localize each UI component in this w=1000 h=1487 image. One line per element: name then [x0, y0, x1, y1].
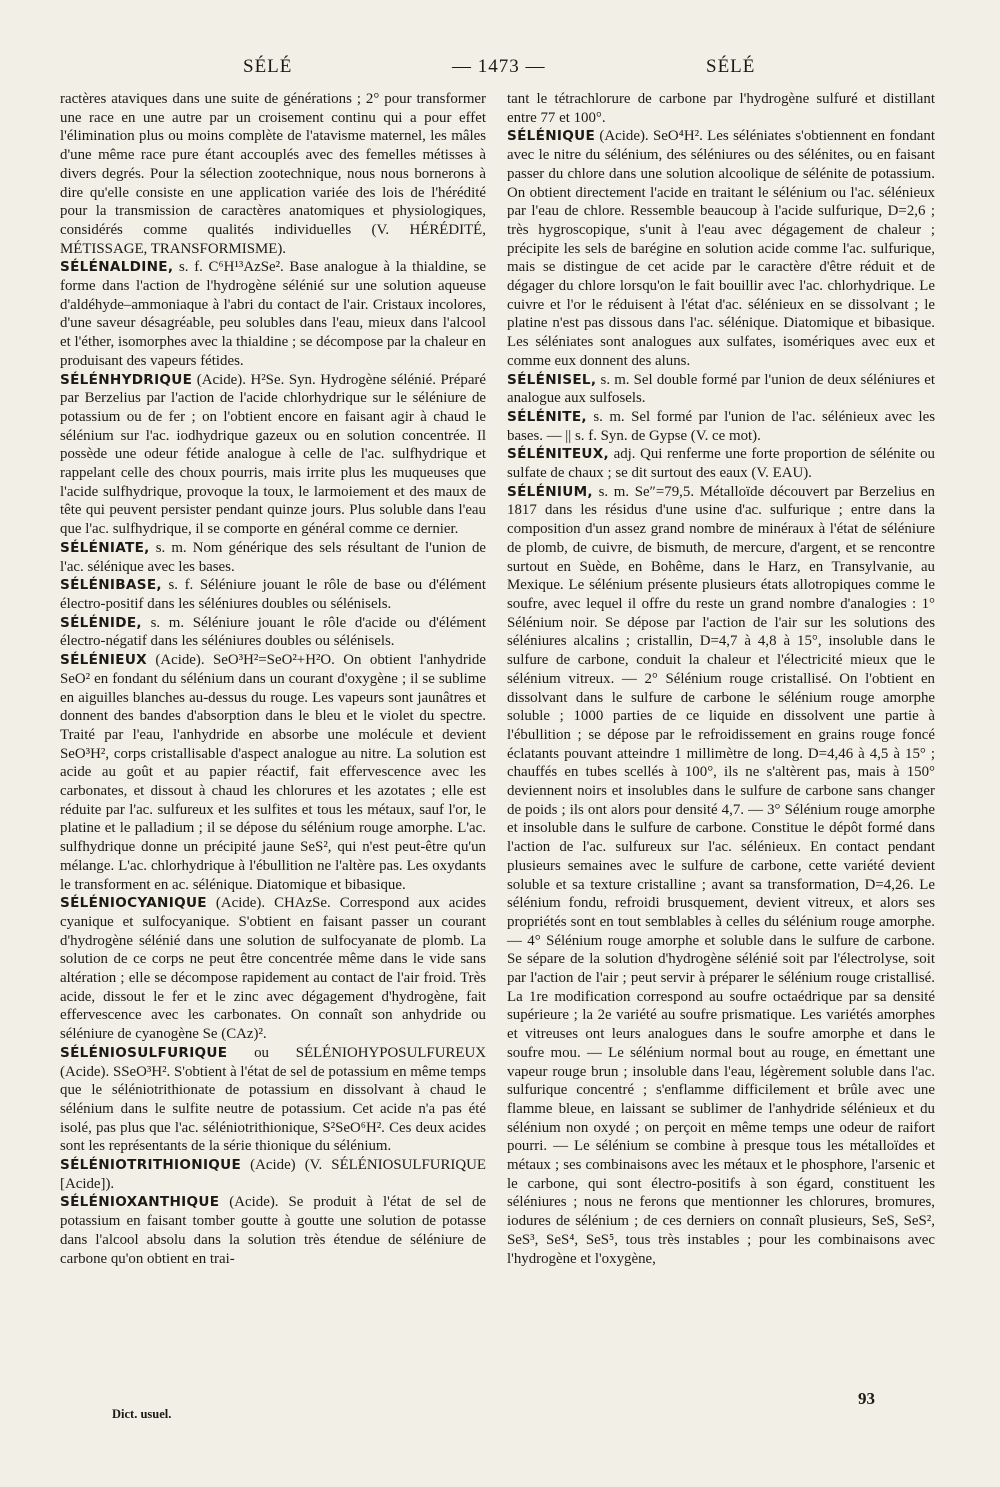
entry-selenibase: SÉLÉNIBASE, s. f. Séléniure jouant le rôle de base ou d'élément électro-positif dans les séléniures doubles ou sélénisels. — [60, 577, 486, 612]
entry-selenhydrique: SÉLÉNHYDRIQUE (Acide). H²Se. Syn. Hydrogène sélénié. Préparé par Berzelius par l'action de l'acide chlorhydrique sur le séléniure de potassium ou de fer ; on l'obtient encore en faisant agir à chaud le sélénium sur l'ac. iodhydrique gazeux ou en solution concentrée. Il possède une odeur fétide analogue à celle de l'ac. sulfhydrique et rappelant celle des choux pourris, mais irrite plus les muqueuses que l'acide sulfhydrique, provoque la toux, le larmoiement et des maux de tête qui peuvent persister pendant quinze jours. Plus soluble dans l'eau que l'ac. sulfhydrique, il se comporte en général comme ce dernier. — [60, 371, 486, 538]
headword: SÉLÉNIOSULFURIQUE — [60, 1044, 228, 1061]
entry-seleniocyanique: SÉLÉNIOCYANIQUE (Acide). CHAzSe. Correspond aux acides cyanique et sulfocyanique. S'obtient en faisant passer un courant d'hydrogène sélénié dans une solution de sulfocyanate de plomb. La solution de ce corps ne peut être concentrée même dans le vide sans altération ; elle se décompose rapidement au contact de l'air froid. Très acide, dissout le fer et le zinc avec dégagement d'hydrogène, fait effervescence avec les carbonates. On connaît son anhydride ou séléniure de cyanogène Se (CAz)². — [60, 895, 486, 1043]
headword: SÉLÉNIATE, — [60, 539, 150, 556]
headword: SÉLÉNIOCYANIQUE — [60, 895, 207, 912]
headword: SÉLÉNHYDRIQUE — [60, 371, 193, 388]
headword: SÉLÉNIDE, — [60, 614, 142, 631]
entry-continuation: tant le tétrachlorure de carbone par l'hydrogène sulfuré et distillant entre 77 et 100°. — [507, 91, 935, 126]
header-right-word: SÉLÉ — [706, 56, 756, 77]
headword: SÉLÉNITEUX, — [507, 446, 610, 463]
headword: SÉLÉNIUM, — [507, 483, 593, 500]
header-left-word: SÉLÉ — [243, 56, 293, 77]
entry-seleniosulfurique: SÉLÉNIOSULFURIQUE ou SÉLÉNIOHYPOSULFUREUX (Acide). SSeO³H². S'obtient à l'état de sel de potassium en même temps que le séléniotrithionate de potassium en dissolvant à chaud le sélénium dans le sulfite neutre de potassium. Cet acide n'a pas été isolé, pas plus que l'ac. séléniotrithionique, S²SeO⁶H². Ces deux acides sont les représentants de la série thionique du sélénium. — [60, 1044, 486, 1155]
entry-selenique: SÉLÉNIQUE (Acide). SeO⁴H². Les séléniates s'obtiennent en fondant avec le nitre du sélénium, des séléniures ou des sélénites, ou en faisant passer du chlore dans une solution alcoolique de sélénite de potassium. On obtient directement l'acide en traitant le sélénium ou l'ac. sélénieux par l'eau de chlore. Ressemble beaucoup à l'acide sulfurique, D=2,6 ; très hygroscopique, s'unit à l'eau avec dégagement de chaleur ; précipite les sels de barégine en solution acide comme l'ac. sulfurique, mais se distingue de cet acide par le caractère d'être réduit et de dégager du chlore lorsqu'on le fait bouillir avec l'ac. chlorhydrique. Le cuivre et l'or le réduisent à l'état d'ac. sélénieux en se dissolvant ; le platine n'est pas dissous dans l'ac. sélénique. Diatomique et bibasique. Les séléniates sont analogues aux sulfates, isomériques avec eux et comme eux donnent des aluns. — [507, 128, 935, 369]
entry-selenaldine: SÉLÉNALDINE, s. f. C⁶H¹³AzSe². Base analogue à la thialdine, se forme dans l'action de l'hydrogène sélénié sur une solution aqueuse d'aldéhyde–ammoniaque à l'abri du contact de l'air. Cristaux incolores, d'une saveur désagréable, peu solubles dans l'eau, mieux dans l'alcool et l'éther, isomorphes avec la thialdine ; se décompose par la chaleur en produisant des vapeurs fétides. — [60, 259, 486, 369]
headword: SÉLÉNISEL, — [507, 371, 597, 388]
headword: SÉLÉNIOXANTHIQUE — [60, 1194, 220, 1211]
headword: SÉLÉNIEUX — [60, 652, 147, 669]
entry-selenite: SÉLÉNITE, s. m. Sel formé par l'union de l'ac. sélénieux avec les bases. — || s. f. Syn. de Gypse (V. ce mot). — [507, 408, 935, 444]
running-header — [0, 56, 1000, 82]
entry-selenide: SÉLÉNIDE, s. m. Séléniure jouant le rôle d'acide ou d'élément électro-négatif dans les séléniures doubles ou sélénisels. — [60, 614, 486, 650]
footer-signature: Dict. usuel. — [112, 1407, 172, 1421]
entry-seleniteux: SÉLÉNITEUX, adj. Qui renferme une forte proportion de sélénite ou sulfate de chaux ; se dit surtout des eaux (V. EAU). — [507, 446, 935, 482]
headword: SÉLÉNIQUE — [507, 128, 596, 145]
page-number: — 1473 — — [452, 56, 546, 77]
headword: SÉLÉNIOTRITHIONIQUE — [60, 1157, 242, 1174]
entry-selenieux: SÉLÉNIEUX (Acide). SeO³H²=SeO²+H²O. On obtient l'anhydride SeO² en fondant du sélénium dans un courant d'oxygène ; il se sublime en aiguilles blanches au-dessus du rouge. Les vapeurs sont jaunâtres et donnent des bandes d'absorption dans le bleu et le violet du spectre. Traité par l'eau, l'anhydride en absorbe une molécule et devient SeO³H², corps cristallisable d'aspect analogue au nitre. La solution est acide au goût et au papier réactif, fait effervescence avec les carbonates, et dissout à chaud les chlorures et les azotates ; elle est réduite par l'ac. sulfureux et les sulfites et tous les métaux, sauf l'or, le platine et le palladium ; il se dépose du sélénium rouge amorphe. L'ac. sulfhydrique donne un précipité jaune SeS², qui n'est peut-être qu'un mélange. L'ac. chlorhydrique à l'ébullition ne l'altère pas. Les oxydants le transforment en ac. sélénique. Diatomique et bibasique. — [60, 652, 486, 893]
headword: SÉLÉNITE, — [507, 408, 587, 425]
entry-selenioxanthique: SÉLÉNIOXANTHIQUE (Acide). Se produit à l'état de sel de potassium en faisant tomber goutte à goutte une solution de potasse dans l'alcool absolu dans la solution très étendue de séléniure de carbone qu'on obtient en trai- — [60, 1194, 486, 1267]
entry-seleniotrithionique: SÉLÉNIOTRITHIONIQUE (Acide) (V. SÉLÉNIOSULFURIQUE [Acide]). — [60, 1157, 486, 1192]
signature-number: 93 — [858, 1389, 875, 1408]
right-column — [507, 90, 935, 1268]
headword: SÉLÉNIBASE, — [60, 577, 162, 594]
headword: SÉLÉNALDINE, — [60, 259, 174, 276]
entry-selenisel: SÉLÉNISEL, s. m. Sel double formé par l'union de deux séléniures et analogue aux sulfosels. — [507, 371, 935, 407]
left-column — [60, 90, 486, 1268]
entry-selenium: SÉLÉNIUM, s. m. Se″=79,5. Métalloïde découvert par Berzelius en 1817 dans les résidus d'une usine d'ac. sulfurique ; entre dans la composition d'un assez grand nombre de minéraux à l'état de séléniure de plomb, de cuivre, de bismuth, de mercure, d'argent, et se rencontre surtout en Suède, en Bohême, dans le Harz, en Transylvanie, au Mexique. Le sélénium présente plusieurs états allotropiques comme le soufre, avec lequel il offre du reste un grand nombre d'analogies : 1° Sélénium noir. Se dépose par l'action de l'air sur les solutions des séléniures alcalins ; cristallin, D=4,7 à 4,8 à 15°, insoluble dans le sulfure de carbone, conduit la chaleur et l'électricité mieux que le sélénium vitreux. — 2° Sélénium rouge cristallisé. On l'obtient en dissolvant dans le sulfure de carbone le sélénium rouge amorphe soluble ; 1000 parties de ce liquide en dissolvent une partie à l'ébullition ; se dépose par le refroidissement en grains rouge foncé éclatants pouvant atteindre 1 millimètre de long. D=4,46 à 4,5 à 15° ; chauffés en tubes scellés à 100°, ils ne s'altèrent pas, mais à 150° deviennent noirs et insolubles dans le sulfure de carbone sans changer de poids ; ils ont alors pour densité 4,7. — 3° Sélénium rouge amorphe et insoluble dans le sulfure de carbone. Constitue le dépôt formé dans l'action de l'ac. sulfureux sur l'ac. sélénieux. En contact pendant plusieurs semaines avec le sulfure de carbone, cette variété devient soluble et sa texture cristalline ; avant sa transformation, D=4,26. Le sélénium fondu, refroidi brusquement, devient vitreux, et alors ses propriétés sont en tout semblables à celles du sélénium rouge amorphe. — 4° Sélénium rouge amorphe et soluble dans le sulfure de carbone. Se sépare de la solution d'hydrogène sélénié soit par l'électrolyse, soit par l'action de l'air ; peut servir à préparer le sélénium rouge cristallisé. La 1re modification correspond au soufre octaédrique par sa densité supérieure ; la 2e variété au soufre prismatique. Les variétés amorphes et vitreuses ont leurs analogues dans le soufre amorphe et dans le soufre mou. — Le sélénium normal bout au rouge, en émettant une vapeur rouge brun ; insoluble dans l'eau, légèrement soluble dans l'ac. sulfurique concentré ; s'enflamme difficilement et brûle avec une flamme bleue, en laissant se sublimer de l'anhydride sélénieux et du sélénium non oxydé ; on perçoit en même temps une odeur de raifort pourri. — Le sélénium se combine à presque tous les métalloïdes et métaux ; ses combinaisons avec les métaux et le phosphore, l'arsenic et le carbone, qui sont électro-positifs à son égard, constituent les séléniures ; nous ne ferons que mentionner les chlorures, bromures, iodures de sélénium ; de ces derniers on connaît plusieurs, SeS, SeS², SeS³, SeS⁴, SeS⁵, tous très instables ; pour les combinaisons avec l'hydrogène et l'oxygène, — [507, 483, 935, 1267]
entry-seleniate: SÉLÉNIATE, s. m. Nom générique des sels résultant de l'union de l'ac. sélénique avec les bases. — [60, 539, 486, 575]
entry-continuation: ractères ataviques dans une suite de générations ; 2° pour transformer une race en une autre par un croisement continu qui a pour effet l'élimination plus ou moins complète de l'atavisme maternel, les mâles d'une même race pure étant accouplés avec des femelles métisses à divers degrés. Pour la sélection zootechnique, nous nous bornerons à dire qu'elle consiste en une application variée des lois de l'hérédité pour la transmission de caractères anatomiques et physiologiques, considérés comme qualités individuelles (V. HÉRÉDITÉ, MÉTISSAGE, TRANSFORMISME). — [60, 91, 486, 257]
